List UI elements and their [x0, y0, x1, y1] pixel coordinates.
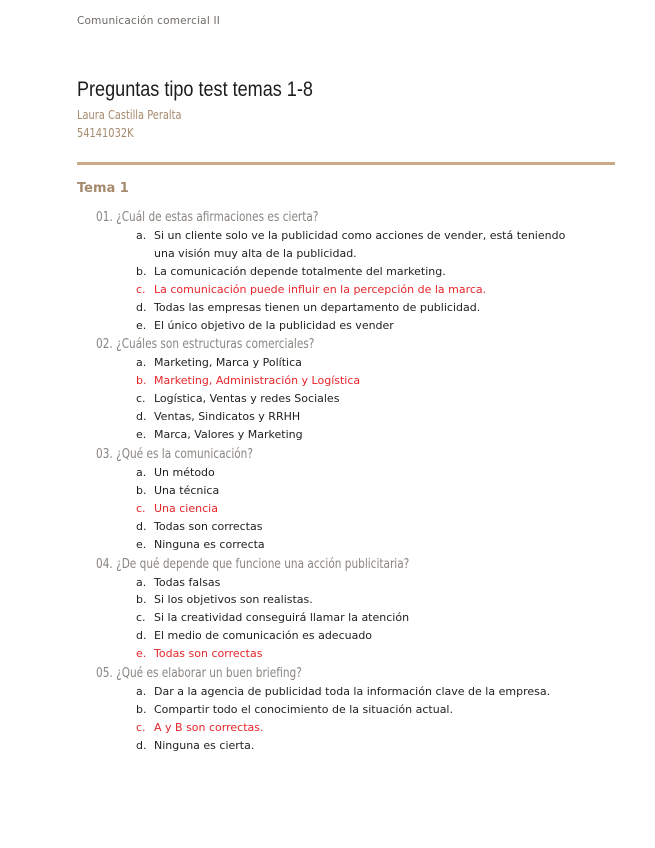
- option-text: Ninguna es correcta: [154, 537, 265, 551]
- answer-option: [96, 426, 616, 444]
- option-text: Si un cliente solo ve la publicidad como acciones de vender, está teniendo una visión muy alta de la publicidad.: [154, 229, 566, 260]
- option-text: Un método: [154, 465, 215, 479]
- answer-options: [96, 464, 616, 554]
- option-letter: b.: [136, 483, 147, 497]
- answer-option: [96, 227, 616, 263]
- answer-option: [96, 518, 616, 536]
- question-prompt: ¿Cuáles son estructuras comerciales?: [116, 336, 315, 353]
- option-letter: c.: [136, 720, 146, 734]
- option-letter: b.: [136, 593, 147, 607]
- answer-option: [96, 627, 616, 645]
- option-text: La comunicación depende totalmente del marketing.: [154, 264, 446, 278]
- answer-options: [96, 574, 616, 664]
- option-letter: e.: [136, 537, 147, 551]
- option-letter: b.: [136, 702, 147, 716]
- answer-option-correct: [96, 372, 616, 390]
- option-letter: a.: [136, 356, 147, 370]
- question-number: 02.: [96, 336, 113, 353]
- option-text: El medio de comunicación es adecuado: [154, 629, 373, 643]
- option-text: Compartir todo el conocimiento de la situación actual.: [154, 702, 453, 716]
- answer-option: [96, 701, 616, 719]
- option-text: Marketing, Marca y Política: [154, 356, 302, 370]
- question-text: [96, 554, 502, 574]
- question-prompt: ¿Qué es elaborar un buen briefing?: [116, 665, 302, 682]
- question-number: 05.: [96, 665, 113, 682]
- author-name: Laura Castilla Peralta: [77, 108, 182, 122]
- answer-option: [96, 574, 616, 592]
- answer-option: [96, 390, 616, 408]
- answer-option-correct: [96, 281, 616, 299]
- answer-option-correct: [96, 719, 616, 737]
- answer-option: [96, 482, 616, 500]
- option-text: Si la creatividad conseguirá llamar la atención: [154, 611, 410, 625]
- option-text: Ventas, Sindicatos y RRHH: [154, 410, 301, 424]
- option-letter: d.: [136, 300, 147, 314]
- option-letter: c.: [136, 392, 146, 406]
- question-block: [96, 663, 616, 755]
- option-letter: a.: [136, 575, 147, 589]
- question-number: 04.: [96, 555, 113, 572]
- answer-option-correct: [96, 500, 616, 518]
- document-id: 54141032K: [77, 126, 134, 140]
- option-text: El único objetivo de la publicidad es vender: [154, 318, 394, 332]
- question-prompt: ¿Cuál de estas afirmaciones es cierta?: [116, 209, 319, 225]
- option-text: Todas son correctas: [154, 519, 263, 533]
- option-text: Si los objetivos son realistas.: [154, 593, 313, 607]
- answer-options: [96, 354, 616, 444]
- question-text: [96, 334, 502, 354]
- answer-option: [96, 464, 616, 482]
- option-letter: e.: [136, 647, 147, 661]
- option-letter: d.: [136, 629, 147, 643]
- option-letter: c.: [136, 611, 146, 625]
- option-text: A y B son correctas.: [154, 720, 264, 734]
- option-letter: a.: [136, 229, 147, 242]
- option-text: Logística, Ventas y redes Sociales: [154, 392, 340, 406]
- document-title: Preguntas tipo test temas 1-8: [77, 78, 313, 101]
- question-block: [96, 334, 616, 444]
- option-text: La comunicación puede influir en la percepción de la marca.: [154, 282, 487, 296]
- answer-option: [96, 263, 616, 281]
- option-letter: e.: [136, 318, 147, 332]
- answer-option-correct: [96, 645, 616, 663]
- option-text: Todas falsas: [154, 575, 221, 589]
- option-letter: d.: [136, 410, 147, 424]
- option-letter: d.: [136, 519, 147, 533]
- question-block: [96, 444, 616, 554]
- question-block: [96, 554, 616, 664]
- question-block: [96, 207, 616, 334]
- option-text: Una técnica: [154, 483, 220, 497]
- question-list: [96, 207, 616, 755]
- answer-option: [96, 317, 616, 335]
- option-letter: e.: [136, 428, 147, 442]
- answer-option: [96, 354, 616, 372]
- question-text: [96, 663, 502, 683]
- question-number: 03.: [96, 445, 113, 462]
- option-text: Dar a la agencia de publicidad toda la información clave de la empresa.: [154, 685, 551, 699]
- option-letter: a.: [136, 465, 147, 479]
- option-text: Todas las empresas tienen un departamento de publicidad.: [154, 300, 481, 314]
- answer-option: [96, 737, 616, 755]
- answer-option: [96, 408, 616, 426]
- option-letter: b.: [136, 264, 147, 278]
- option-text: Ninguna es cierta.: [154, 738, 255, 752]
- option-text: Todas son correctas: [154, 647, 263, 661]
- answer-option: [96, 609, 616, 627]
- answer-options: [96, 683, 616, 755]
- question-text: [96, 444, 502, 464]
- question-text: [96, 207, 502, 227]
- question-number: 01.: [96, 209, 113, 225]
- answer-option: [96, 299, 616, 317]
- option-letter: c.: [136, 501, 146, 515]
- answer-option: [96, 683, 616, 701]
- option-text: Marca, Valores y Marketing: [154, 428, 303, 442]
- question-prompt: ¿Qué es la comunicación?: [116, 445, 253, 462]
- option-letter: a.: [136, 685, 147, 699]
- header-divider: [77, 162, 615, 165]
- answer-option: [96, 591, 616, 609]
- option-text: Una ciencia: [154, 501, 218, 515]
- option-letter: b.: [136, 374, 147, 388]
- option-letter: d.: [136, 738, 147, 752]
- answer-options: [96, 227, 616, 334]
- option-text: Marketing, Administración y Logística: [154, 374, 361, 388]
- section-heading: Tema 1: [77, 181, 129, 196]
- question-prompt: ¿De qué depende que funcione una acción publicitaria?: [116, 555, 410, 572]
- option-letter: c.: [136, 282, 146, 296]
- answer-option: [96, 536, 616, 554]
- running-header: Comunicación comercial II: [77, 15, 221, 27]
